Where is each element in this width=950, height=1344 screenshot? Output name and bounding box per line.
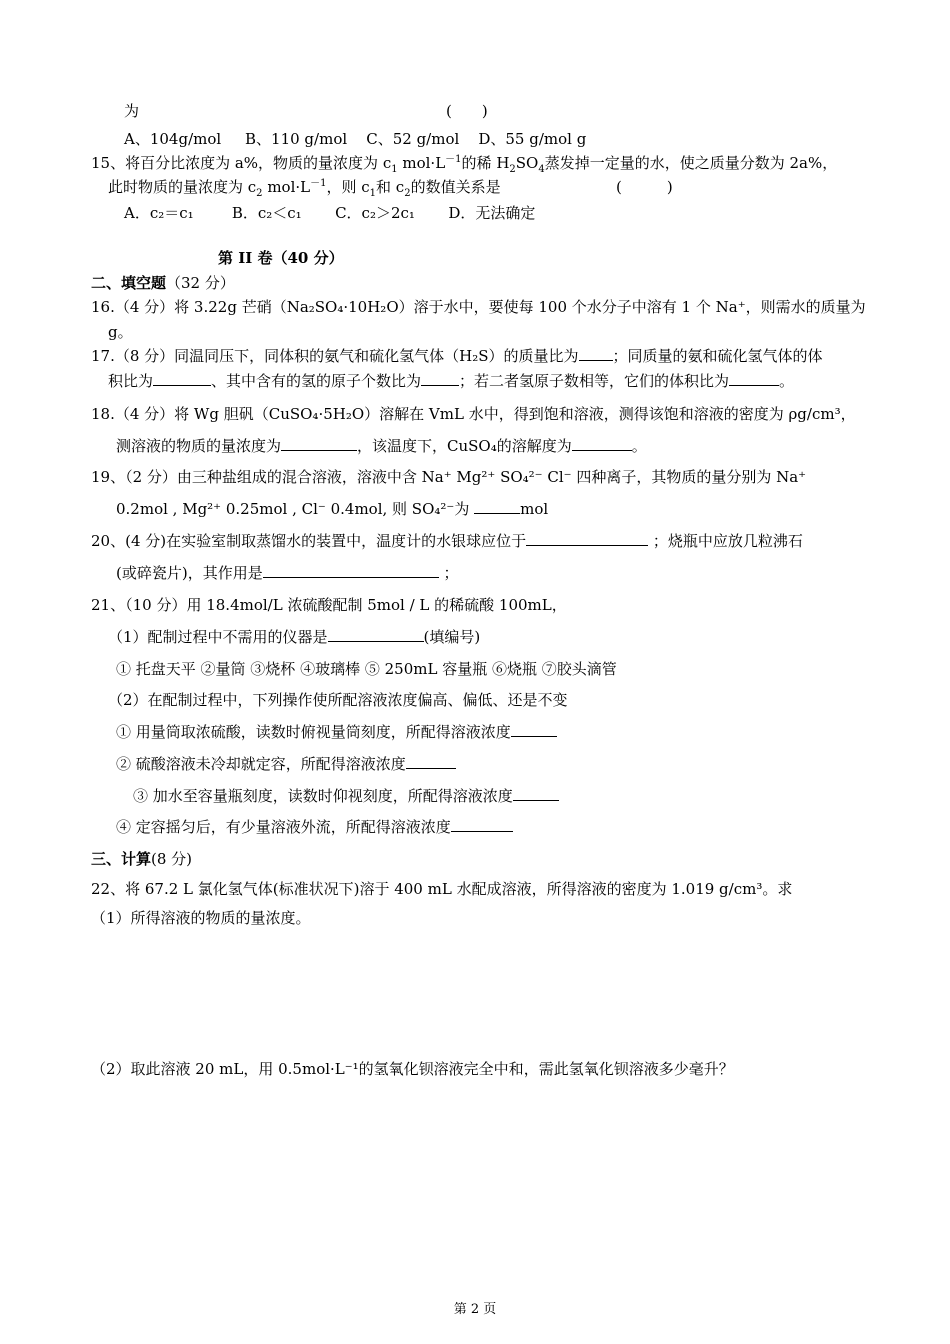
q14-option-b: B、110 g/mol: [245, 130, 348, 148]
q18-blank-1[interactable]: [281, 436, 357, 451]
q21-op4: ④ 定容摇匀后，有少量溶液外流，所配得溶液浓度: [116, 817, 513, 837]
q15-line1: 15、将百分比浓度为 a%，物质的量浓度为 $c_1$ $mol\cdot L^{-1}$的稀 $H_2SO_4$蒸发掉一定量的水，使之质量分数为 2a%，: [91, 154, 838, 175]
q19-line1: 19、（2 分）由三种盐组成的混合溶液，溶液中含 Na⁺ Mg²⁺ SO₄²⁻ Cl⁻ 四种离子，其物质的量分别为 Na⁺: [91, 468, 807, 486]
q17-blank-1[interactable]: [579, 346, 613, 361]
q19-blank[interactable]: [474, 499, 520, 514]
q18-blank-2[interactable]: [572, 436, 632, 451]
q17-blank-2[interactable]: [153, 371, 211, 386]
q21-blank-op1[interactable]: [511, 722, 557, 737]
section3-score: (8 分): [151, 850, 193, 868]
section2-title: 二、填空题: [91, 274, 167, 292]
section2-score: （32 分）: [166, 274, 235, 292]
q14-option-a: A、104g/mol: [124, 130, 222, 148]
q14-options: [124, 129, 586, 149]
q17-line1: 17.（8 分）同温同压下，同体积的氨气和硫化氢气体（H₂S）的质量比为 ；同质量的氨和硫化氢气体的体: [91, 347, 823, 365]
q15-option-a: A．c₂＝c₁: [124, 204, 194, 222]
q22-line1: 22、将 67.2 L 氯化氢气体(标准状况下)溶于 400 mL 水配成溶液，所得溶液的密度为 1.019 g/cm³。求: [91, 880, 793, 898]
q21-sub2: （2）在配制过程中，下列操作使所配溶液浓度偏高、偏低、还是不变: [108, 691, 568, 709]
q17-blank-4[interactable]: [729, 371, 779, 386]
q22-sub2: （2）取此溶液 20 mL，用 0.5mol·L⁻¹的氢氧化钡溶液完全中和，需此氢氧化钡溶液多少毫升？: [91, 1060, 734, 1078]
q21-line1: 21、（10 分）用 18.4mol/L 浓硫酸配制 5mol / L 的稀硫酸 100mL，: [91, 596, 567, 614]
q14-option-d: D、55 g/mol g: [478, 130, 587, 148]
q15-option-c: C．c₂＞2c₁: [335, 204, 415, 222]
q15-option-b: B．c₂＜c₁: [231, 204, 302, 222]
q14-answer-paren: ( ): [446, 102, 488, 120]
q16-line1: 16.（4 分）将 3.22g 芒硝（Na₂SO₄·10H₂O）溶于水中，要使每 100 个水分子中溶有 1 个 Na⁺，则需水的质量为: [91, 298, 866, 316]
q21-op1: ① 用量筒取浓硫酸，读数时俯视量筒刻度，所配得溶液浓度: [116, 722, 557, 742]
q20-blank-1[interactable]: [526, 531, 648, 546]
q21-blank-1[interactable]: [328, 627, 424, 642]
q15-answer-paren: ( ): [616, 178, 673, 196]
section2-heading: [91, 273, 235, 293]
q17-line2: 积比为 、其中含有的氢的原子个数比为 ；若二者氢原子数相等，它们的体积比为 。: [108, 372, 795, 390]
q22-sub1: （1）所得溶液的物质的量浓度。: [91, 909, 311, 927]
part2-title: 第 II 卷（40 分）: [218, 249, 344, 267]
q21-sub1: （1）配制过程中不需用的仪器是 (填编号): [108, 628, 481, 646]
q21-instruments: ① 托盘天平 ②量筒 ③烧杯 ④玻璃棒 ⑤ 250mL 容量瓶 ⑥烧瓶 ⑦胶头滴管: [116, 660, 617, 678]
q17-blank-3[interactable]: [421, 371, 459, 386]
q14-tail: 为: [124, 102, 140, 120]
q18-line1: 18.（4 分）将 Wg 胆矾（CuSO₄·5H₂O）溶解在 VmL 水中，得到饱和溶液，测得该饱和溶液的密度为 ρg/cm³，: [91, 405, 856, 423]
page-number: 第 2 页: [453, 1302, 497, 1317]
q21-blank-op3[interactable]: [513, 786, 559, 801]
q19-line2: 0.2mol , Mg²⁺ 0.25mol , Cl⁻ 0.4mol, 则 SO₄²⁻为 mol: [116, 500, 549, 518]
section3-heading: [91, 849, 192, 869]
q21-blank-op2[interactable]: [406, 754, 456, 769]
q21-blank-op4[interactable]: [451, 817, 513, 832]
q15-options: [124, 203, 535, 223]
q16-line2: g。: [108, 323, 133, 341]
q20-blank-2[interactable]: [263, 563, 439, 578]
q21-op3: ③ 加水至容量瓶刻度，读数时仰视刻度，所配得溶液浓度: [133, 786, 559, 806]
q18-line2: 测溶液的物质的量浓度为 ，该温度下，CuSO₄的溶解度为 。: [116, 437, 647, 455]
q21-op2: ② 硫酸溶液未冷却就定容，所配得溶液浓度: [116, 754, 456, 774]
q20-line1: 20、(4 分)在实验室制取蒸馏水的装置中，温度计的水银球应位于 ；烧瓶中应放几粒沸石: [91, 532, 803, 550]
q14-option-c: C、52 g/mol: [366, 130, 460, 148]
q15-line2: 此时物质的量浓度为 $c_2$ $mol\cdot L^{-1}$，则 $c_1$和 $c_2$的数值关系是: [108, 178, 501, 199]
q15-option-d: D．无法确定: [448, 204, 536, 222]
q20-line2: (或碎瓷片)，其作用是 ；: [116, 564, 459, 582]
section3-title: 三、计算: [91, 850, 152, 868]
